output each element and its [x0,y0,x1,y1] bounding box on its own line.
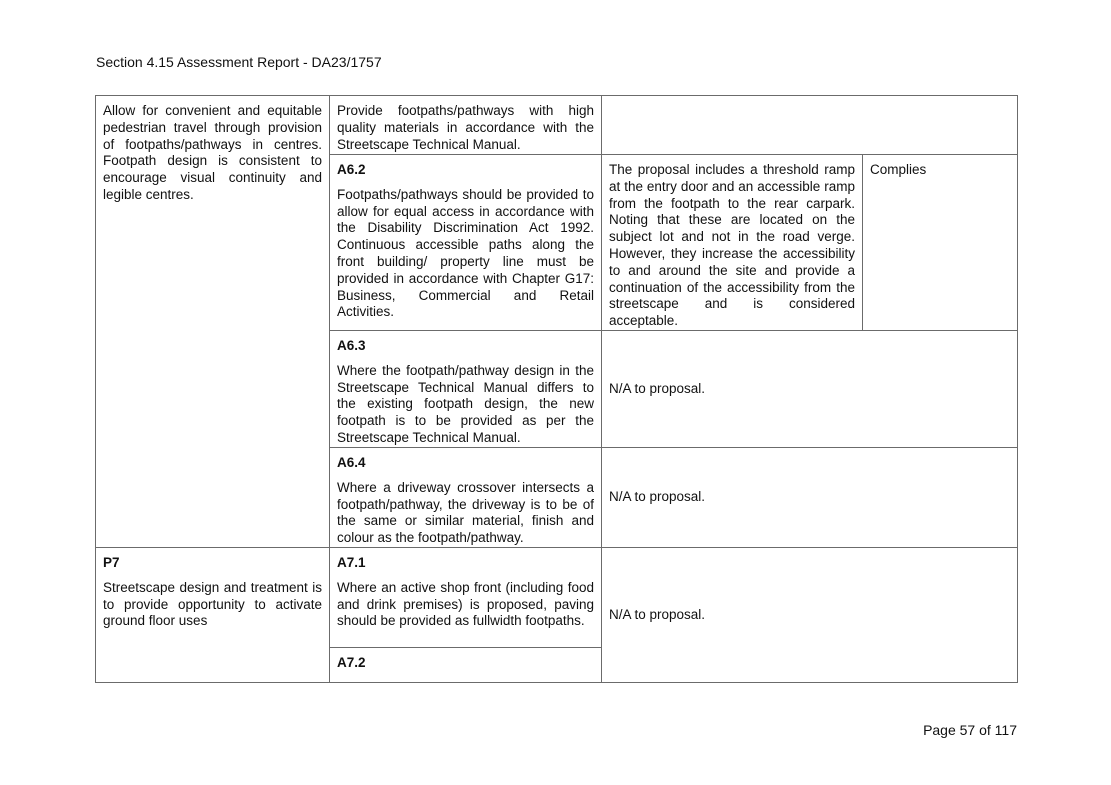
compliance-cell-a6-2 [863,155,1018,331]
control-cell-a6-4 [330,447,602,547]
objective-code-p7: P7 [103,554,120,570]
comment-cell-a6-2 [602,155,863,331]
page-header: Section 4.15 Assessment Report - DA23/1757 [96,54,382,70]
control-text-a6-3: Where the footpath/pathway design in the Streetscape Technical Manual differs to the existing footpath design, the new footpath is to be provided as per the Streetscape Technical Manual. [337,362,594,445]
comment-text-a6-2: The proposal includes a threshold ramp at the entry door and an accessible ramp from the footpath to the rear carpark. Noting that these are located on the subject lot and not in the road verge. However, they increase the accessibility to and around the site and provide a continuation of the accessibility from the streetscape and is considered acceptable. [609,162,855,329]
control-text-a6-1: Provide footpaths/pathways with high quality materials in accordance with the Streetscape Technical Manual. [337,103,594,152]
control-code-a6-4: A6.4 [337,454,366,470]
control-cell-a6-3 [330,330,602,447]
control-text-a6-4: Where a driveway crossover intersects a footpath/pathway, the driveway is to be of the same or similar material, finish and colour as the footpath/pathway. [337,479,594,546]
comment-cell-a6-1 [602,96,1018,155]
control-code-a6-2: A6.2 [337,162,366,177]
control-cell-a6-1 [330,96,602,155]
control-text-a7-1: Where an active shop front (including food and drink premises) is proposed, paving should be provided as fullwidth footpaths. [337,579,594,629]
control-cell-a6-2 [330,155,602,331]
control-code-a7-1: A7.1 [337,554,366,570]
comment-cell-a7 [602,547,1018,682]
objective-cell-p6 [96,96,330,548]
comment-cell-a6-3 [602,330,1018,447]
objective-text-p7: Streetscape design and treatment is to provide opportunity to activate ground floor uses [103,579,322,629]
table-row [96,547,1018,647]
table-row [96,96,1018,155]
objective-cell-p7 [96,547,330,682]
comment-text-a6-3: N/A to proposal. [609,380,706,396]
comment-cell-a6-4 [602,447,1018,547]
control-code-a7-2: A7.2 [337,654,366,670]
compliance-text-a6-2: Complies [870,162,927,177]
control-cell-a7-2 [330,647,602,682]
page-number: Page 57 of 117 [923,722,1017,738]
comment-text-a7-1: N/A to proposal. [609,606,706,622]
assessment-table [95,95,1018,683]
control-code-a6-3: A6.3 [337,337,366,353]
control-text-a6-2: Footpaths/pathways should be provided to allow for equal access in accordance with the Disability Discrimination Act 1992. Continuous accessible paths along the front building/ property line must be provided in accordance with Chapter G17: Business, Commercial and Retail Activities. [337,186,594,320]
control-cell-a7-1 [330,547,602,647]
comment-text-a6-4: N/A to proposal. [609,489,706,505]
objective-text-p6: Allow for convenient and equitable pedestrian travel through provision of footpaths/pathways in centres. Footpath design is consistent to encourage visual continuity and legible centres. [103,103,322,202]
